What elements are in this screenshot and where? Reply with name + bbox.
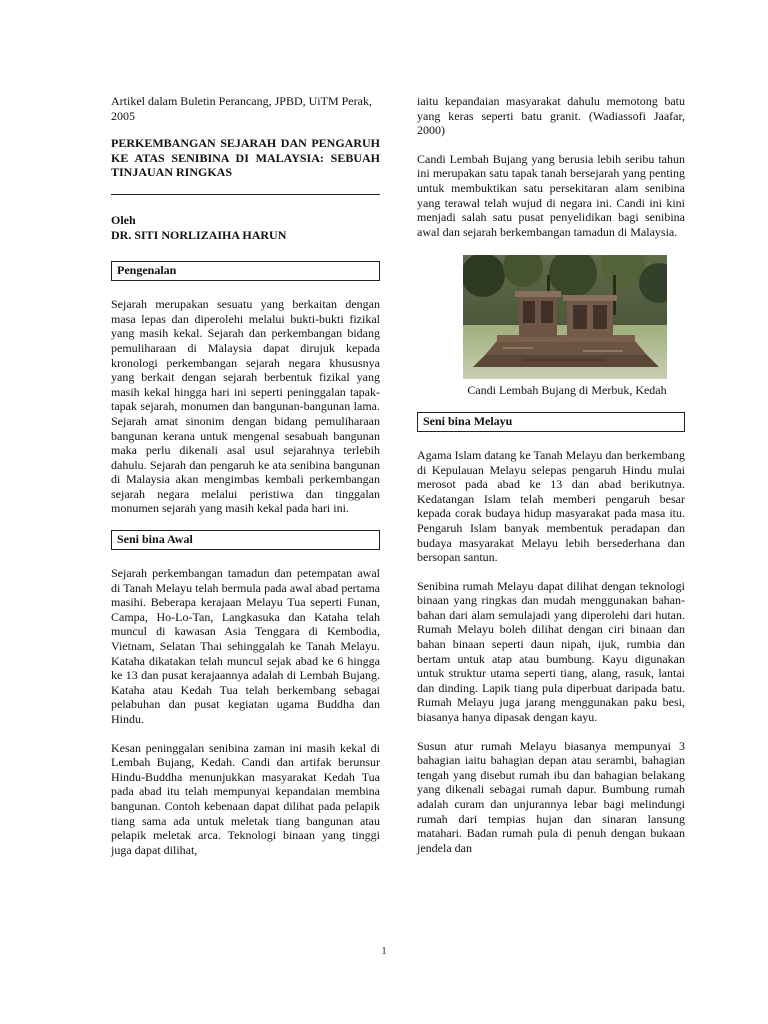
early-continued-paragraph-1: iaitu kepandaian masyarakat dahulu memotong batu yang keras seperti batu granit. (Wadiassofi Jaafar, 2000) [417,94,685,138]
section-heading-seni-bina-melayu: Seni bina Melayu [417,412,685,432]
intro-paragraph: Sejarah merupakan sesuatu yang berkaitan dengan masa lepas dan diperolehi melalui bukti-bukti fizikal yang masih kekal. Sejarah dan perkembangan bidang pemuliharaan di Malaysia dapat dirujuk kepada kronologi perkembangan sejarah negara khususnya yang berkait dengan sejarah berbentuk fizikal yang masih kekal hingga hari ini seperti peninggalan tapak-tapak sejarah, monumen dan bangunan-bangunan lama. Sejarah amat sinonim dengan bidang pemuliharaan bangunan kerana untuk mengenal sesabuah bangunan maka perlu dikenali asal usul sejarahnya terlebih dahulu. Sejarah dan pengaruh ke ata senibina bangunan di Malaysia akan mengimbas kembali perkembangan sejarah negara melalui peristiwa dan tinggalan monumen sejarah yang masih kekal pada hari ini. [111,297,380,516]
article-title: PERKEMBANGAN SEJARAH DAN PENGARUH KE ATAS SENIBINA DI MALAYSIA: SEBUAH TINJAUAN RINGKAS [111,136,380,180]
by-label: Oleh [111,212,136,227]
source-line: Artikel dalam Buletin Perancang, JPBD, UiTM Perak, 2005 [111,94,372,123]
candi-photo [463,255,667,379]
section-heading-seni-bina-awal: Seni bina Awal [111,530,380,550]
malay-paragraph-1: Agama Islam datang ke Tanah Melayu dan berkembang di Kepulauan Melayu selepas pengaruh Hindu mulai merosot pada abad ke 13 dan abad berikutnya. Kedatangan Islam telah memberi pengaruh besar kepada corak budaya hidup masyarakat pada masa itu. Pengaruh Islam banyak membentuk peradapan dan budaya masyarakat Melayu lebih bersederhana dan bersopan santun. [417,447,685,565]
left-column [111,94,380,857]
figure-caption: Candi Lembah Bujang di Merbuk, Kedah [467,383,667,398]
early-continued-paragraph-2: Candi Lembah Bujang yang berusia lebih seribu tahun ini merupakan satu tapak tanah bersejarah yang penting untuk membuktikan satu persekitaran alam senibina yang terawal telah wujud di negara ini. Candi ini kini menjadi salah satu pusat penyelidikan bagi senibina awal dan sejarah berkembangan tamadun di Malaysia. [417,151,685,239]
malay-paragraph-3: Susun atur rumah Melayu biasanya mempunyai 3 bahagian iaitu bahagian depan atau serambi, bahagian tengah yang disebut rumah ibu dan bahagian belakang yang dikenali sebagai rumah dapur. Bumbung rumah adalah curam dan unjurannya lebar bagi melindungi rumah dari tempias hujan dan sinaran lansung matahari. Badan rumah pula di penuh dengan bukaan jendela dan [417,738,685,855]
right-column [417,94,685,855]
early-paragraph-1: Sejarah perkembangan tamadun dan petempatan awal di Tanah Melayu telah bermula pada awal abad pertama masihi. Beberapa kerajaan Melayu Tua seperti Funan, Campa, Ho-Lo-Tan, Langkasuka dan Kataha telah muncul di kawasan Asia Tenggara di Kembodia, Vietnam, Selatan Thai sehinggalah ke Tanah Melayu. Kataha dikatakan telah muncul sejak abad ke 6 hingga ke 13 dan pusat kerajaannya adalah di Lembah Bujang. Kataha atau Kedah Tua telah berkembang sebagai pelabuhan dan pusat kegiatan ugama Buddha dan Hindu. [111,566,380,726]
figure-candi [463,255,667,398]
early-paragraph-2: Kesan peninggalan senibina zaman ini masih kekal di Lembah Bujang, Kedah. Candi dan artifak berunsur Hindu-Buddha menunjukkan masyarakat Kedah Tua pada abad itu telah mempunyai kepandaian membina bangunan. Contoh kebenaan dapat dilihat pada pelapik tiang sama ada untuk meletak tiang bangunan atau pelapik meletak arca. Teknologi binaan yang tinggi juga dapat dilihat, [111,740,380,857]
malay-paragraph-2: Senibina rumah Melayu dapat dilihat dengan teknologi binaan yang ringkas dan mudah menggunakan bahan-bahan dari alam semulajadi yang diperolehi dari hutan. Rumah Melayu boleh dilihat dengan ciri binaan dan bahan binaan seperti daun nipah, ijuk, rumbia dan bertam untuk atap atau bumbung. Kayu digunakan untuk struktur utama seperti tiang, alang, rasuk, lantai dan dinding. Lapik tiang pula diperbuat daripada batu. Rumah Melayu juga jarang menggunakan paku besi, biasanya hanya dipasak dengan kayu. [417,578,685,725]
section-heading-pengenalan: Pengenalan [111,261,380,281]
title-rule [111,194,380,195]
page-number: 1 [381,946,387,957]
byline [111,213,380,242]
author-name: DR. SITI NORLIZAIHA HARUN [111,227,287,242]
